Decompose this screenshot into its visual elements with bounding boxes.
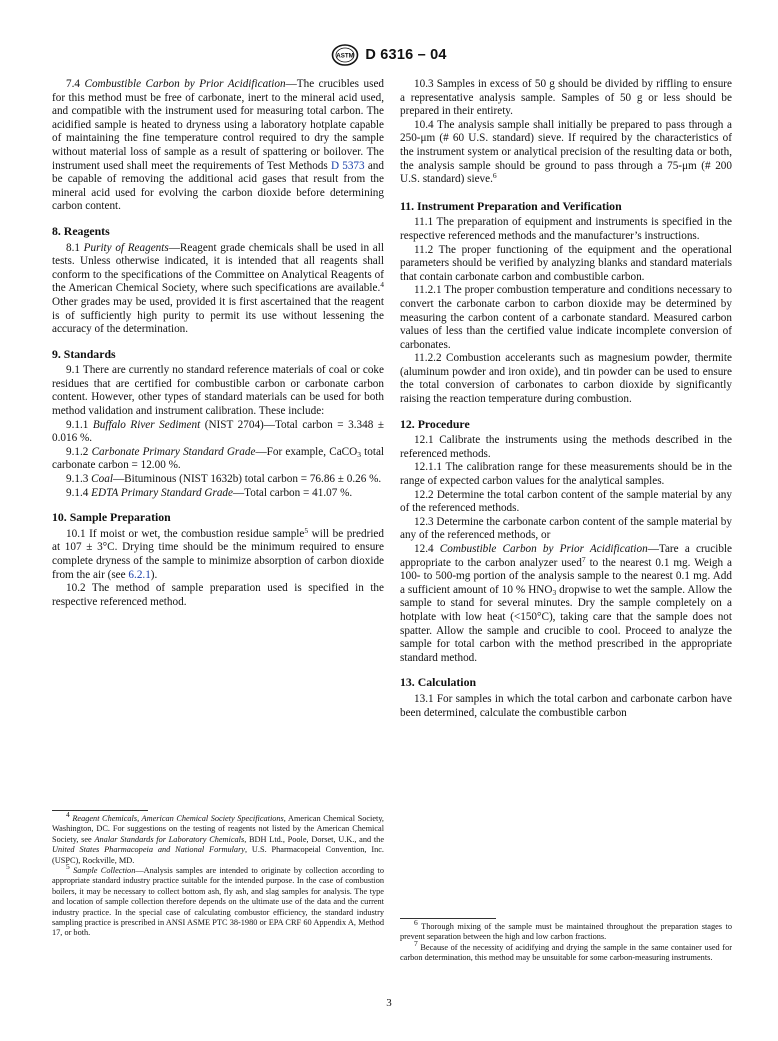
section-9-1-3: 9.1.3 Coal—Bituminous (NIST 1632b) total carbon = 76.86 ± 0.26 %. [66,473,382,486]
heading-sample-preparation: 10. Sample Preparation [52,510,171,525]
logo-text: ASTM [336,52,355,60]
section-9-1-1: 9.1.1 Buffalo River Sediment (NIST 2704)—Total carbon = 3.348 ± 0.016 %. [52,418,385,445]
page-number: 3 [386,997,392,1009]
section-10-3: 10.3 Samples in excess of 50 g should be divided by riffling to ensure a representative analysis sample. Samples of 50 g or less should be prepared in their entirety. [400,78,732,118]
section-9-1-2: 9.1.2 Carbonate Primary Standard Grade—For example, CaCO$_3$ total carbonate carbon = 12.00 %. [52,445,385,472]
left-column [52,78,384,609]
section-11-2-1: 11.2.1 The proper combustion temperature and conditions necessary to convert the carbonate carbon to carbon dioxide may be determined by measuring the carbon content of a carbonate standard. Measured carbon values of less than the certified value indicate incomplete conversion of carbonates. [400,284,732,351]
section-12-1: 12.1 Calibrate the instruments using the methods described in the referenced methods. [400,434,732,460]
section-9-1-4: 9.1.4 EDTA Primary Standard Grade—Total carbon = 41.07 %. [66,486,353,499]
section-13-1: 13.1 For samples in which the total carbon and carbonate carbon have been determined, calculate the combustible carbon [400,692,732,719]
section-11-2-2: 11.2.2 Combustion accelerants such as magnesium powder, thermite (aluminum powder and iron oxide), and tin powder can be used to ensure the total conversion of carbonates to carbon dioxide by significantly raising the reaction temperature during combustion. [400,352,732,406]
section-11-1: 11.1 The preparation of equipment and instruments is specified in the respective referenced methods and the manufacturer’s instructions. [400,216,732,242]
footnotes-right [400,918,732,964]
heading-standards: 9. Standards [52,346,116,361]
footnote-ref-7[interactable]: 7 [581,554,586,564]
page-header [0,44,778,66]
heading-reagents: 8. Reagents [52,223,110,238]
section-12-2: 12.2 Determine the total carbon content of the sample material by any of the referenced methods. [400,488,732,515]
heading-procedure: 12. Procedure [400,416,470,431]
link-6-2-1[interactable]: 6.2.1 [128,568,151,581]
link-d5373[interactable]: D 5373 [330,159,365,172]
heading-calculation: 13. Calculation [400,675,477,690]
section-10-2: 10.2 The method of sample preparation used is specified in the respective referenced method. [52,582,384,608]
section-12-3: 12.3 Determine the carbonate carbon content of the sample material by any of the referenced methods, or [400,515,732,542]
footnote-7: $^7$ Because of the necessity of acidifying and drying the sample in the same container used for carbon determination, this method may be unsuitable for some carbon-measuring instruments. [400,938,732,963]
section-11-2: 11.2 The proper functioning of the equipment and the operational parameters should be verified by analyzing blanks and standard materials that contain carbonate carbon and combustible carbon. [400,243,732,283]
section-9-1: 9.1 There are currently no standard reference materials of coal or coke residues that are certified for combustible carbon or carbonate carbon content. However, other types of standard materials can be used for both method validation and instrument calibration. These include: [52,364,384,418]
section-7-4: 7.4 Combustible Carbon by Prior Acidification—The crucibles used for this method must be free of carbonate, inert to the mineral acid used, and compatible with the instrument used for measuring total carbon. The acidified sample is heated to dryness using a laboratory hotplate capable of maintaining the fine temperature control required to dry the sample without material loss of sample as a result of spattering or boilover. The instrument used shall meet the requirements of Test Methods D 5373 and be capable of removing the additional acid gases that result from the mineral acid used for evolving the carbon dioxide before determining carbon content. [52,78,385,213]
astm-logo-icon [331,44,359,66]
document-designation: D 6316 – 04 [365,47,447,63]
section-10-4: 10.4 The analysis sample shall initially be prepared to pass through a 250-μm (# 60 U.S. standard) sieve. If required by the characteristics of the instrument system or analytical precision of the resulting data or both, the analysis sample should be ground to pass through a 75-μm (# 200 U.S. standard) sieve.$^6$ [400,118,732,186]
section-12-4: 12.4 Combustible Carbon by Prior Acidification—Tare a crucible appropriate to the carbon analyzer used$^7$ to the nearest 0.1 mg. Weigh a 100- to 500-mg portion of the analysis sample to the nearest 0.1 mg. Add a sufficient amount of 10 % $HNO_3$ dropwise to wet the sample. Allow the sample to stand for several minutes. Dry the sample completely on a hotplate with low heat (<150°C), taking care that the sample does not spatter. Allow the sample and crucible to cool. Proceed to analyze the sample for total carbon with the method prescribed in the appropriate standard method. [400,543,733,664]
section-8-1: 8.1 Purity of Reagents—Reagent grade chemicals shall be used in all tests. Unless otherwise indicated, it is intended that all reagents shall conform to the specifications of the Committee on Analytical Reagents of the American Chemical Society, where such specifications are available.$^4$ Other grades may be used, provided it is first ascertained that the reagent is of sufficiently high purity to permit its use without lessening the accuracy of the determination. [52,241,384,336]
footnote-6: $^6$ Thorough mixing of the sample must be maintained throughout the preparation stages to prevent separation between the high and low carbon fractions. [400,918,732,942]
footnote-5: $^5$ Sample Collection—Analysis samples are intended to originate by collection according to appropriate standard industry practice suitable for the intended purpose. In the case of combustion boilers, it may be necessary to collect bottom ash, fly ash, and slag samples for analysis. The type and location of sample collection therefore depends on the ultimate use of the data and the current industry practice. In the special case of calculating combustor efficiency, the standard industry sampling practice is prescribed in ANSI ASME PTC 38-1980 or EPA CRF 60 Appendix A, Method 17, or both. [52,862,384,938]
footnote-ref-5[interactable]: 5 [304,525,309,535]
section-10-1: 10.1 If moist or wet, the combustion residue sample$^5$ will be predried at 107 ± 3°C. Drying time should be the minimum required to ensure complete dryness of the sample to minimize absorption of carbon dioxide from the air (see 6.2.1). [52,525,384,581]
footnote-ref-4[interactable]: 4 [380,280,384,290]
footnote-4: $^4$ Reagent Chemicals, American Chemical Society Specifications, American Chemical Society, Washington, DC. For suggestions on the testing of reagents not listed by the American Chemical Society, see Analar Standards for Laboratory Chemicals, BDH Ltd., Poole, Dorset, U.K., and the United States Pharmacopeia and National Formulary, U.S. Pharmacopeial Convention, Inc. (USPC), Rockville, MD. [52,810,385,865]
right-column [400,78,732,720]
heading-instrument-preparation: 11. Instrument Preparation and Verification [400,198,622,213]
footnotes-left [52,810,384,939]
footnote-ref-6[interactable]: 6 [492,171,497,181]
section-12-1-1: 12.1.1 The calibration range for these measurements should be in the range of expected carbon values for the analytical samples. [400,461,732,488]
